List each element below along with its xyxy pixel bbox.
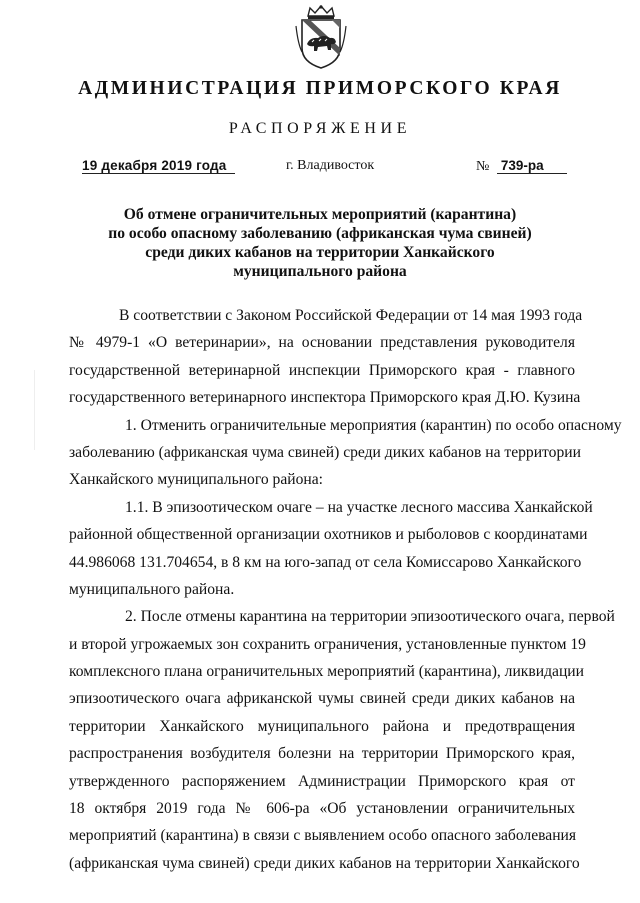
- body-line: государственной ветеринарной инспекции Приморского края - главного: [69, 361, 575, 379]
- body-line: муниципального района.: [69, 580, 235, 598]
- title-line: муниципального района: [233, 263, 407, 280]
- document-body: [69, 302, 622, 877]
- coat-of-arms-icon: [294, 4, 348, 70]
- body-line: В соответствии с Законом Российской Федерации от 14 мая 1993 года: [119, 307, 583, 324]
- document-city: г. Владивосток: [286, 158, 375, 173]
- body-line: 2. После отмены карантина на территории эпизоотического очага, первой: [125, 608, 615, 626]
- title-line: среди диких кабанов на территории Ханкайского: [145, 244, 495, 261]
- body-line: утвержденного распоряжением Администрации Приморского края от: [69, 772, 575, 790]
- body-line: государственного ветеринарного инспектора Приморского края Д.Ю. Кузина: [69, 389, 581, 407]
- body-line: заболеванию (африканская чума свиней) среди диких кабанов на территории: [69, 443, 581, 461]
- body-line: распространения возбудителя болезни на территории Приморского края,: [69, 745, 575, 763]
- document-number-value: 739-ра: [497, 158, 567, 174]
- body-line: 1. Отменить ограничительные мероприятия (карантин) по особо опасному: [125, 416, 622, 434]
- title-line: Об отмене ограничительных мероприятий (карантина): [123, 206, 517, 223]
- document-number-label: №: [476, 159, 490, 174]
- body-line: и второй угрожаемых зон сохранить ограничения, установленные пунктом 19: [69, 635, 586, 653]
- body-line: 44.986068 131.704654, в 8 км на юго-запад от села Комиссарово Ханкайского: [69, 553, 582, 571]
- body-line: 1.1. В эпизоотическом очаге – на участке лесного массива Ханкайской: [125, 498, 593, 516]
- body-line: эпизоотического очага африканской чумы свиней среди диких кабанов на: [69, 690, 575, 708]
- body-line: Ханкайского муниципального района:: [69, 471, 323, 489]
- body-line: комплексного плана ограничительных мероприятий (карантина), ликвидации: [69, 663, 584, 681]
- document-title: [90, 205, 550, 281]
- body-line: мероприятий (карантина) в связи с выявлением особо опасного заболевания: [69, 827, 577, 845]
- margin-line: [34, 370, 35, 450]
- body-line: 18 октября 2019 года № 606-ра «Об установлении ограничительных: [69, 800, 575, 818]
- document-number: [476, 158, 567, 175]
- body-line: (африканская чума свиней) среди диких кабанов на территории Ханкайского: [69, 854, 580, 872]
- title-line: по особо опасному заболеванию (африканская чума свиней): [108, 225, 532, 242]
- body-line: № 4979-1 «О ветеринарии», на основании представления руководителя: [69, 334, 575, 352]
- document-date: [82, 158, 235, 173]
- document-date-value: 19 декабря 2019 года: [82, 158, 235, 174]
- document-type: РАСПОРЯЖЕНИЕ: [228, 120, 412, 137]
- organization-name: АДМИНИСТРАЦИЯ ПРИМОРСКОГО КРАЯ: [78, 78, 562, 99]
- body-line: территории Ханкайского муниципального района и предотвращения: [69, 717, 575, 735]
- body-line: районной общественной организации охотников и рыболовов с координатами: [69, 526, 588, 544]
